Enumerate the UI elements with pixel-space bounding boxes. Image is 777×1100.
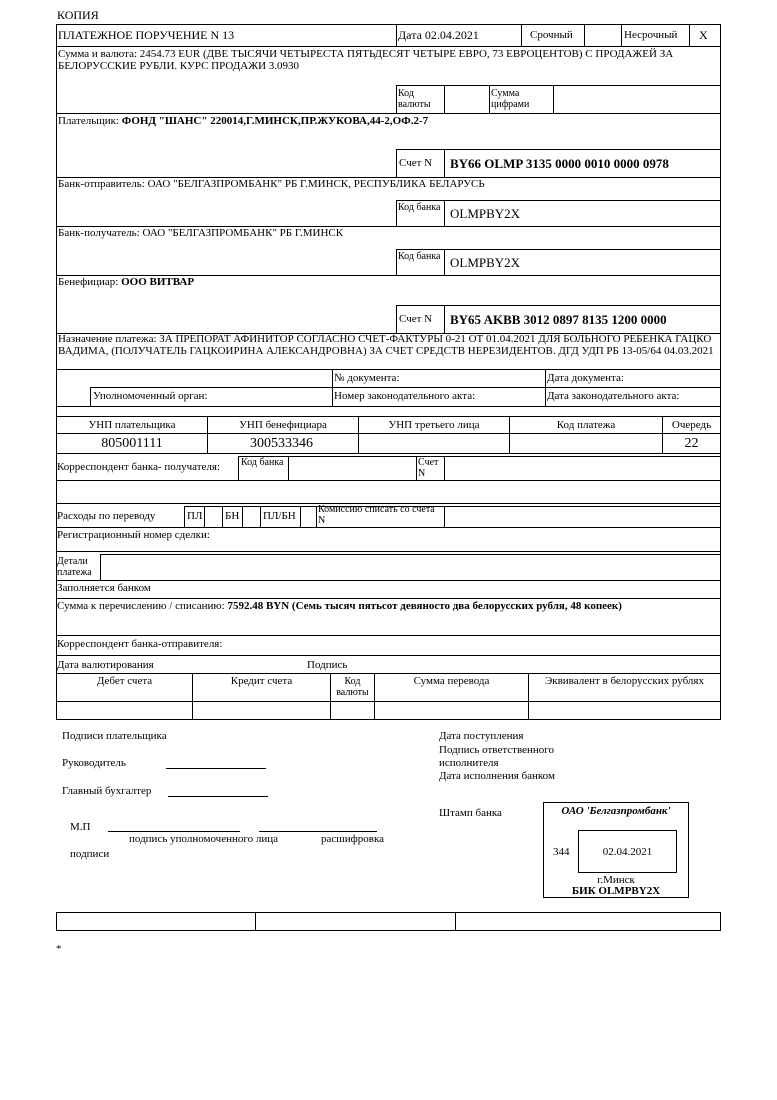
unp-beneficiary-value: 300533346: [250, 436, 313, 451]
beneficiary: [58, 277, 194, 288]
beneficiary-label: Бенефициар:: [58, 276, 122, 288]
non-urgent-mark: X: [699, 28, 708, 42]
payer-account-label: Счет N: [399, 157, 433, 169]
sender-correspondent-label: Корреспондент банка-отправителя:: [57, 638, 223, 650]
correspondent-label: Корреспондент банка- получателя:: [57, 461, 221, 473]
transfer-amount-label: Сумма к перечислению / списанию:: [57, 600, 228, 612]
stamp-city: г.Минск: [597, 874, 635, 886]
stamp-bank-name: ОАО 'Белгазпромбанк': [561, 805, 671, 817]
stamp-number: 344: [553, 846, 570, 858]
payer-signatures-label: Подписи плательщика: [62, 730, 167, 742]
valuation-date-label: Дата валютирования: [57, 659, 154, 671]
responsible-signature-label: Подпись ответственного исполнителя: [439, 744, 554, 769]
priority-header: Очередь: [671, 419, 712, 431]
beneficiary-account: BY65 AKBB 3012 0897 8135 1200 0000: [450, 312, 667, 327]
doc-number-label: № документа:: [334, 372, 400, 384]
non-urgent-label: Несрочный: [624, 29, 678, 41]
commission-label: Комиссию списать со счета N: [318, 504, 435, 526]
expense-pl: ПЛ: [187, 510, 203, 522]
payment-code-header: Код платежа: [556, 419, 616, 431]
expenses-label: Расходы по переводу: [57, 510, 156, 522]
correspondent-account-label: Счет N: [418, 457, 439, 479]
authority-label: Уполномоченный орган:: [93, 390, 208, 402]
chief-accountant-label: Главный бухгалтер: [62, 785, 152, 797]
stamp-bic: БИК OLMPBY2X: [571, 885, 661, 897]
receiver-bank-code: OLMPBY2X: [450, 255, 521, 270]
transfer-amount-value: 7592.48 BYN (Семь тысяч пятьсот девяносто два белорусских рубля, 48 копеек): [227, 600, 622, 612]
received-date-label: Дата поступления: [439, 730, 524, 742]
signatures-label: подписи: [70, 848, 110, 860]
valuation-signature-label: Подпись: [307, 659, 348, 671]
sum-digits-label: Сумма цифрами: [491, 88, 530, 110]
correspondent-code-label: Код банка: [241, 457, 284, 468]
document-title: ПЛАТЕЖНОЕ ПОРУЧЕНИЕ N 13: [58, 28, 235, 42]
authorized-signature-label: подпись уполномоченного лица: [129, 833, 278, 845]
payer-label: Плательщик:: [58, 115, 122, 127]
mp-label: М.П: [70, 821, 91, 833]
footnote: *: [56, 943, 62, 955]
document-date: Дата 02.04.2021: [398, 28, 479, 42]
decoding-label: расшифровка: [321, 833, 385, 845]
sender-bank-code: OLMPBY2X: [450, 206, 521, 221]
currency-code-label: Код валюты: [398, 88, 431, 110]
beneficiary-value: ООО ВИТВАР: [121, 276, 195, 288]
director-label: Руководитель: [62, 757, 126, 769]
act-date-label: Дата законодательного акта:: [547, 390, 680, 402]
priority-value: 22: [684, 436, 699, 451]
deal-reg-number-label: Регистрационный номер сделки:: [57, 529, 210, 541]
currency-code-header: Код валюты: [336, 676, 369, 698]
doc-date-label: Дата документа:: [547, 372, 624, 384]
footer-row: [56, 912, 721, 931]
sender-bank-code-label: Код банка: [398, 202, 441, 213]
receiver-bank: Банк-получатель: ОАО "БЕЛГАЗПРОМБАНК" РБ Г.МИНСК: [58, 227, 344, 239]
expense-bn: БН: [225, 510, 240, 522]
executed-date-label: Дата исполнения банком: [439, 770, 555, 782]
payer-account: BY66 OLMP 3135 0000 0010 0000 0978: [450, 156, 669, 171]
payment-purpose: Назначение платежа: ЗА ПРЕПОРАТ АФИНИТОР СОГЛАСНО СЧЕТ-ФАКТУРЫ 0-21 ОТ 01.04.2021 ДЛЯ БОЛЬНОГО РЕБЕНКА ГАЦКО ВАДИМА, (ПОЛУЧАТЕЛЬ ГАЦКОИРИНА АЛЕКСАНДРОВНА) ЗА СЧЕТ СРЕДСТВ НЕРЕЗИДЕНТОВ. ДГД УДП РБ 13-05/64 04.03.2021: [58, 333, 714, 357]
receiver-bank-code-label: Код банка: [398, 251, 441, 262]
unp-header-payer: УНП плательщика: [88, 419, 176, 431]
act-number-label: Номер законодательного акта:: [334, 390, 476, 402]
bank-stamp-label: Штамп банка: [439, 807, 502, 819]
transfer-sum-header: Сумма перевода: [413, 675, 490, 687]
bank-fill-label: Заполняется банком: [57, 582, 151, 594]
stamp-date: 02.04.2021: [602, 846, 653, 858]
byn-equivalent-header: Эквивалент в белорусских рублях: [545, 675, 704, 687]
payer-value: ФОНД "ШАНС" 220014,Г.МИНСК,ПР.ЖУКОВА,44-2,ОФ.2-7: [121, 115, 429, 127]
beneficiary-account-label: Счет N: [399, 313, 433, 325]
payer: [58, 116, 428, 127]
unp-header-beneficiary: УНП бенефициара: [239, 419, 327, 431]
debit-header: Дебет счета: [96, 675, 153, 687]
urgent-label: Срочный: [530, 29, 573, 41]
amount-and-currency: Сумма и валюта: 2454.73 EUR (ДВЕ ТЫСЯЧИ ЧЕТЫРЕСТА ПЯТЬДЕСЯТ ЧЕТЫРЕ ЕВРО, 73 ЕВРОЦЕНТОВ) С ПРОДАЖЕЙ ЗА БЕЛОРУССКИЕ РУБЛИ. КУРС ПРОДАЖИ 3.0930: [58, 48, 674, 72]
transfer-amount: [57, 601, 622, 612]
sender-bank: Банк-отправитель: ОАО "БЕЛГАЗПРОМБАНК" РБ Г.МИНСК, РЕСПУБЛИКА БЕЛАРУСЬ: [58, 178, 485, 190]
unp-payer-value: 805001111: [101, 436, 163, 451]
payment-details-label: Детали платежа: [57, 556, 92, 578]
credit-header: Кредит счета: [230, 675, 293, 687]
copy-label: КОПИЯ: [57, 8, 99, 22]
unp-header-third-party: УНП третьего лица: [388, 419, 480, 431]
expense-plbn: ПЛ/БН: [263, 510, 296, 522]
